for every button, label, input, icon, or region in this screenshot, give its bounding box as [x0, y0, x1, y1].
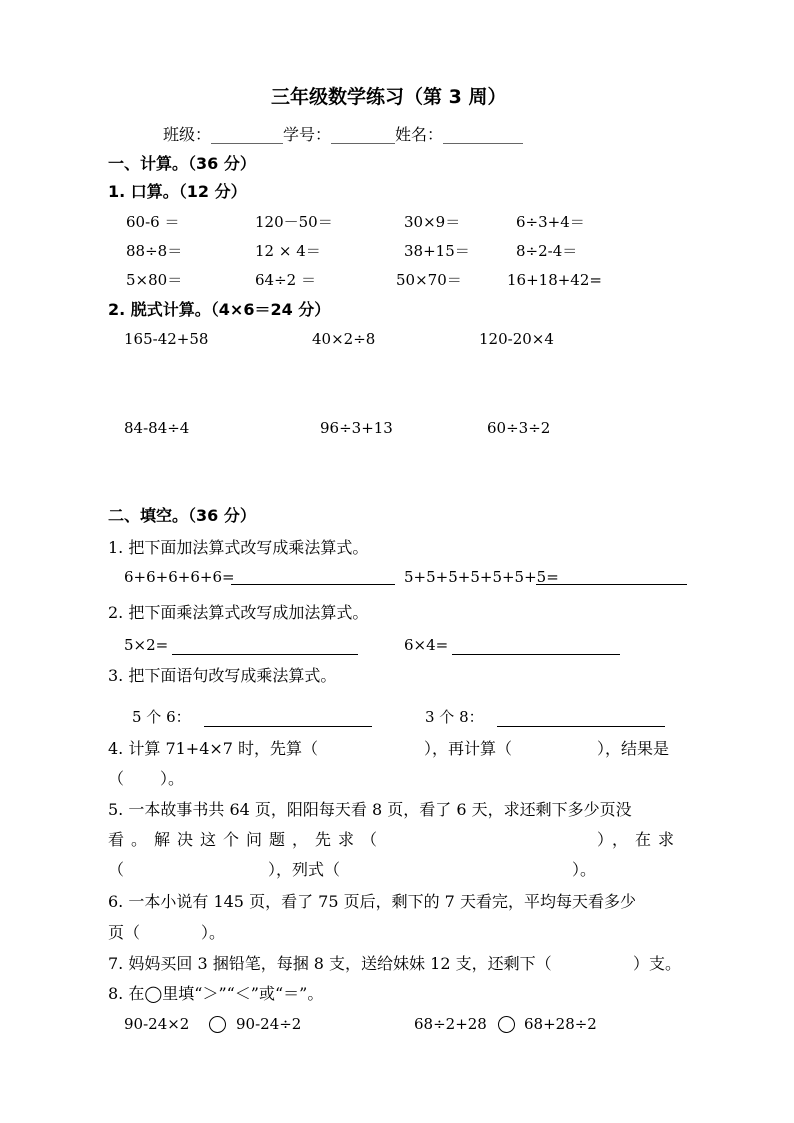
- step-calc-item: 120-20×4: [479, 330, 554, 348]
- fill-q2-expr-b: 6×4=: [404, 636, 449, 654]
- fill-q6-line2b: ）。: [201, 923, 226, 942]
- fill-q7-text: 7. 妈妈买回 3 捆铅笔，每捆 8 支，送给妹妹 12 支，还剩下（: [108, 954, 552, 973]
- fill-q1-expr-a: 6+6+6+6+6=: [124, 568, 235, 586]
- oral-calc-item: 38+15＝: [404, 242, 470, 260]
- step-calc-item: 165-42+58: [124, 330, 209, 348]
- class-field[interactable]: _________: [211, 125, 284, 144]
- fill-q4-part3: ），结果是: [597, 739, 670, 758]
- step-calc-item: 96÷3+13: [320, 419, 393, 437]
- fill-q5-line3b: ），列式（: [268, 860, 341, 879]
- oral-calc-item: 64÷2 ＝: [255, 271, 316, 289]
- fill-q3-text: 3. 把下面语句改写成乘法算式。: [108, 666, 337, 685]
- answer-line[interactable]: [231, 584, 395, 585]
- oral-calc-item: 8÷2-4＝: [516, 242, 578, 260]
- q2-heading: 2. 脱式计算。（4×6＝24 分）: [108, 300, 331, 319]
- fill-q2-text: 2. 把下面乘法算式改写成加法算式。: [108, 603, 369, 622]
- oral-calc-item: 16+18+42=: [507, 271, 602, 289]
- answer-line[interactable]: [452, 654, 620, 655]
- class-label: 班级：: [163, 125, 212, 144]
- oral-calc-item: 6÷3+4＝: [516, 213, 585, 231]
- fill-q6-line1: 6. 一本小说有 145 页，看了 75 页后，剩下的 7 天看完，平均每天看多少: [108, 892, 636, 911]
- page-title: 三年级数学练习（第 3 周）: [271, 86, 507, 108]
- fill-q1-text: 1. 把下面加法算式改写成乘法算式。: [108, 538, 369, 557]
- fill-q4-close: ）。: [160, 769, 185, 788]
- step-calc-item: 84-84÷4: [124, 419, 190, 437]
- info-line: [163, 127, 523, 143]
- fill-q4-part1: 4. 计算 71+4×7 时，先算（: [108, 739, 319, 758]
- fill-q8-text: 8. 在◯里填“＞”“＜”或“＝”。: [108, 984, 324, 1003]
- oral-calc-item: 88÷8＝: [126, 242, 183, 260]
- fill-q3-label-a: 5 个 6：: [132, 708, 191, 726]
- fill-q4-open: （: [108, 769, 125, 788]
- compare-right-a: 90-24÷2: [236, 1015, 302, 1033]
- oral-calc-item: 120－50＝: [255, 213, 333, 231]
- compare-right-b: 68+28÷2: [524, 1015, 597, 1033]
- step-calc-item: 40×2÷8: [312, 330, 376, 348]
- step-calc-item: 60÷3÷2: [487, 419, 551, 437]
- fill-q2-expr-a: 5×2=: [124, 636, 169, 654]
- fill-q1-expr-b: 5+5+5+5+5+5+5=: [404, 568, 559, 586]
- fill-q5-line2b: ），在求: [597, 830, 682, 849]
- oral-calc-item: 5×80＝: [126, 271, 183, 289]
- compare-left-b: 68÷2+28: [414, 1015, 487, 1033]
- answer-line[interactable]: [172, 654, 358, 655]
- answer-line[interactable]: [536, 584, 687, 585]
- fill-q5-line1: 5. 一本故事书共 64 页，阳阳每天看 8 页，看了 6 天，求还剩下多少页没: [108, 800, 632, 819]
- name-field[interactable]: __________: [443, 125, 524, 144]
- section1-heading: 一、计算。（36 分）: [108, 154, 256, 173]
- id-field[interactable]: ________: [331, 125, 396, 144]
- compare-circle[interactable]: [498, 1016, 515, 1033]
- answer-line[interactable]: [497, 726, 665, 727]
- name-label: 姓名：: [395, 125, 444, 144]
- oral-calc-item: 50×70＝: [396, 271, 462, 289]
- oral-calc-item: 12 × 4＝: [255, 242, 321, 260]
- oral-calc-item: 30×9＝: [404, 213, 461, 231]
- oral-calc-item: 60-6 ＝: [126, 213, 180, 231]
- fill-q3-label-b: 3 个 8：: [425, 708, 484, 726]
- id-label: 学号：: [283, 125, 332, 144]
- compare-left-a: 90-24×2: [124, 1015, 190, 1033]
- fill-q4-part2: ），再计算（: [424, 739, 513, 758]
- section2-heading: 二、填空。（36 分）: [108, 506, 256, 525]
- fill-q5-line3a: （: [108, 860, 125, 879]
- compare-circle[interactable]: [209, 1016, 226, 1033]
- fill-q6-line2a: 页（: [108, 923, 141, 942]
- fill-q5-line2a: 看。解决这个问题，先求（: [108, 830, 385, 849]
- fill-q7-end: ）支。: [633, 954, 682, 973]
- answer-line[interactable]: [204, 726, 372, 727]
- q1-heading: 1. 口算。（12 分）: [108, 182, 247, 201]
- fill-q5-line3c: ）。: [572, 860, 597, 879]
